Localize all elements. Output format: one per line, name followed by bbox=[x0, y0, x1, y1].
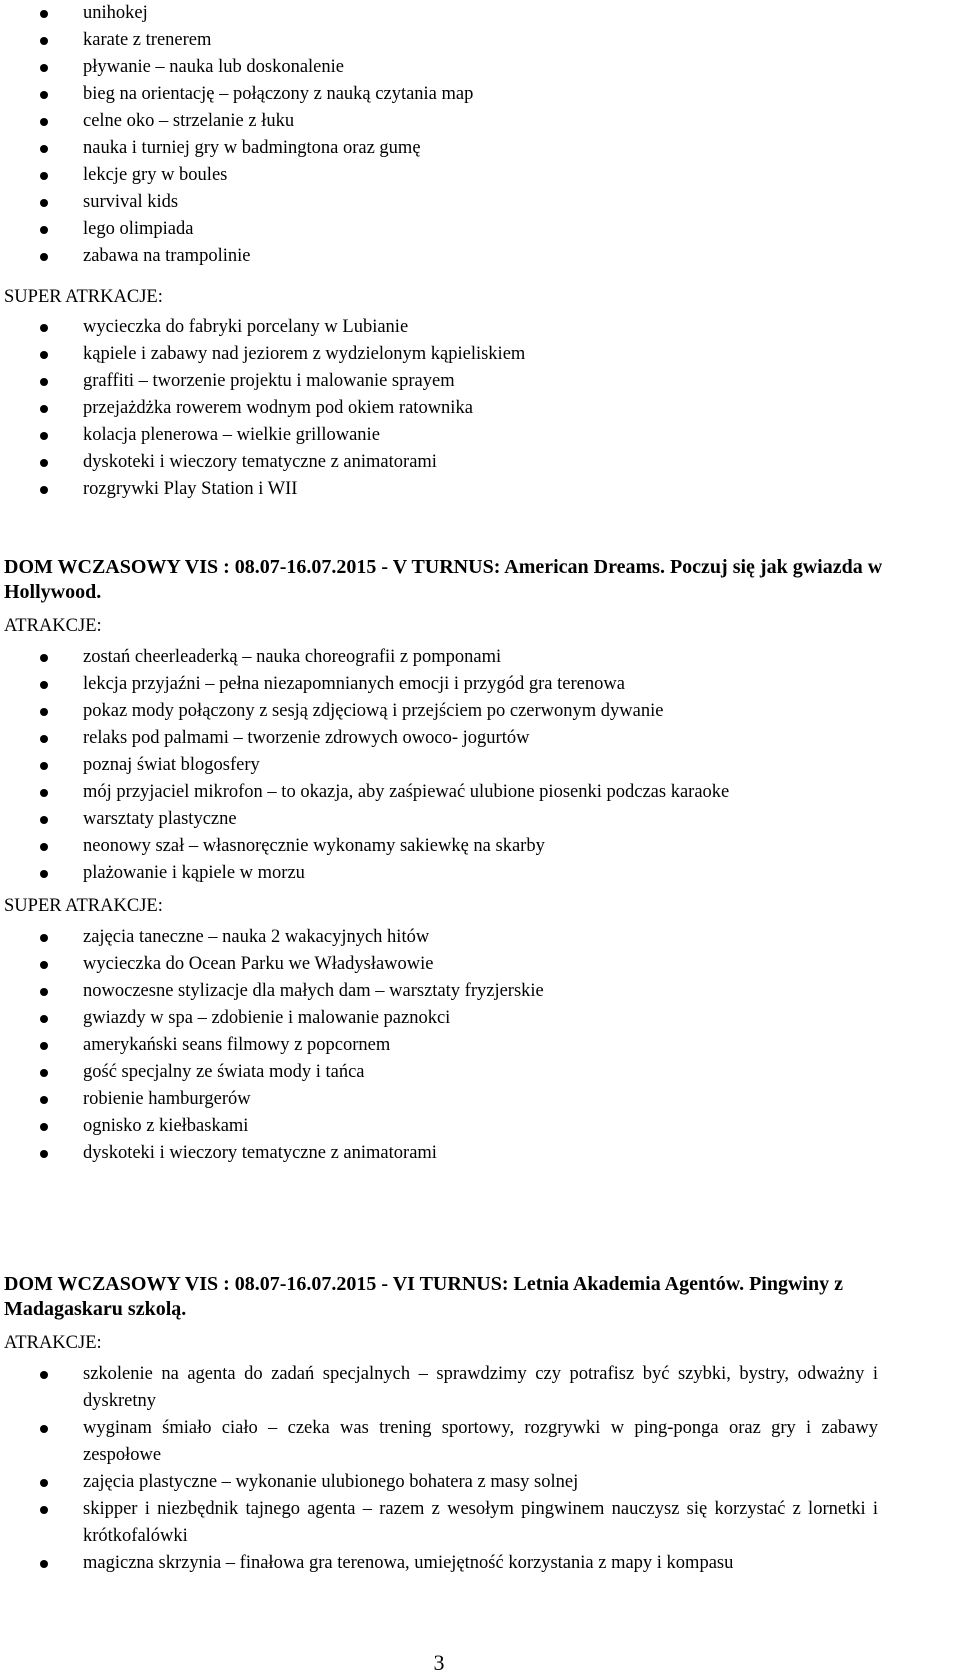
turnus-vi-title: DOM WCZASOWY VIS : 08.07-16.07.2015 - VI TURNUS: Letnia Akademia Agentów. Pingwiny z Madagaskaru szkolą. bbox=[4, 1273, 843, 1320]
turnus-v-block bbox=[0, 555, 960, 1167]
list-item bbox=[0, 27, 960, 54]
list-item bbox=[0, 135, 960, 162]
super-attractions-list bbox=[0, 314, 960, 503]
list-item-text: kolacja plenerowa – wielkie grillowanie bbox=[83, 425, 380, 445]
bullet-icon bbox=[40, 1123, 48, 1131]
list-item-text: wycieczka do Ocean Parku we Władysławowie bbox=[83, 954, 434, 974]
bullet-icon bbox=[40, 762, 48, 770]
bullet-icon bbox=[40, 145, 48, 153]
page-number: 3 bbox=[433, 1650, 445, 1675]
list-item bbox=[0, 1469, 878, 1496]
bullet-icon bbox=[40, 1150, 48, 1158]
list-item-text: plażowanie i kąpiele w morzu bbox=[83, 863, 305, 883]
list-item bbox=[0, 1086, 960, 1113]
list-item-text: neonowy szał – własnoręcznie wykonamy sakiewkę na skarby bbox=[83, 836, 545, 856]
list-item bbox=[0, 1113, 960, 1140]
list-item bbox=[0, 1032, 960, 1059]
list-item-text: lekcje gry w boules bbox=[83, 165, 228, 185]
list-item bbox=[0, 243, 960, 270]
bullet-icon bbox=[40, 681, 48, 689]
list-item bbox=[0, 779, 960, 806]
bullet-icon bbox=[40, 708, 48, 716]
list-item bbox=[0, 189, 960, 216]
list-item bbox=[0, 422, 960, 449]
list-item bbox=[0, 81, 960, 108]
bullet-icon bbox=[40, 735, 48, 743]
list-item-text: warsztaty plastyczne bbox=[83, 809, 237, 829]
list-item-text: pływanie – nauka lub doskonalenie bbox=[83, 57, 344, 77]
list-item bbox=[0, 644, 960, 671]
list-item bbox=[0, 1550, 878, 1577]
list-item bbox=[0, 368, 960, 395]
list-item bbox=[0, 752, 960, 779]
turnus-v-title: DOM WCZASOWY VIS : 08.07-16.07.2015 - V TURNUS: American Dreams. Poczuj się jak gwiazda w Hollywood. bbox=[4, 556, 883, 603]
list-item-text: robienie hamburgerów bbox=[83, 1089, 251, 1109]
list-item bbox=[0, 1005, 960, 1032]
list-item-text: ognisko z kiełbaskami bbox=[83, 1116, 249, 1136]
bullet-icon bbox=[40, 10, 48, 18]
bullet-icon bbox=[40, 405, 48, 413]
list-item bbox=[0, 1415, 878, 1469]
list-item-text: dyskoteki i wieczory tematyczne z animatorami bbox=[83, 452, 437, 472]
list-item bbox=[0, 216, 960, 243]
list-item bbox=[0, 806, 960, 833]
list-item bbox=[0, 951, 960, 978]
bullet-icon bbox=[40, 816, 48, 824]
list-item bbox=[0, 449, 960, 476]
bullet-icon bbox=[40, 1560, 48, 1568]
list-item bbox=[0, 671, 960, 698]
bullet-icon bbox=[40, 1042, 48, 1050]
list-item-text: skipper i niezbędnik tajnego agenta – razem z wesołym pingwinem nauczysz się korzystać z lornetki i krótkofalówki bbox=[83, 1499, 878, 1546]
bullet-icon bbox=[40, 459, 48, 467]
bullet-icon bbox=[40, 1069, 48, 1077]
bullet-icon bbox=[40, 486, 48, 494]
list-item-text: szkolenie na agenta do zadań specjalnych – sprawdzimy czy potrafisz być szybki, bystry, odważny i dyskretny bbox=[83, 1364, 878, 1411]
list-item bbox=[0, 1059, 960, 1086]
bullet-icon bbox=[40, 37, 48, 45]
list-item-text: graffiti – tworzenie projektu i malowanie sprayem bbox=[83, 371, 455, 391]
bullet-icon bbox=[40, 226, 48, 234]
list-item bbox=[0, 698, 960, 725]
list-item-text: rozgrywki Play Station i WII bbox=[83, 479, 298, 499]
bullet-icon bbox=[40, 934, 48, 942]
bullet-icon bbox=[40, 654, 48, 662]
bullet-icon bbox=[40, 1015, 48, 1023]
list-item-text: karate z trenerem bbox=[83, 30, 212, 50]
list-item-text: gwiazdy w spa – zdobienie i malowanie paznokci bbox=[83, 1008, 451, 1028]
bullet-icon bbox=[40, 1371, 48, 1379]
turnus-v-attractions-list bbox=[0, 644, 960, 887]
bullet-icon bbox=[40, 1425, 48, 1433]
bullet-icon bbox=[40, 253, 48, 261]
turnus-vi-attractions-list bbox=[0, 1361, 878, 1577]
list-item-text: magiczna skrzynia – finałowa gra terenowa, umiejętność korzystania z mapy i kompasu bbox=[83, 1553, 734, 1573]
turnus-vi-attractions-heading: ATRAKCJE: bbox=[4, 1333, 102, 1353]
turnus-vi-block bbox=[0, 1272, 960, 1577]
list-item bbox=[0, 54, 960, 81]
list-item-text: survival kids bbox=[83, 192, 179, 212]
list-item bbox=[0, 978, 960, 1005]
list-item bbox=[0, 833, 960, 860]
bullet-icon bbox=[40, 432, 48, 440]
bullet-icon bbox=[40, 843, 48, 851]
list-item-text: zabawa na trampolinie bbox=[83, 246, 251, 266]
list-item-text: relaks pod palmami – tworzenie zdrowych owoco- jogurtów bbox=[83, 728, 530, 748]
list-item-text: unihokej bbox=[83, 3, 148, 23]
list-item-text: przejażdżka rowerem wodnym pod okiem ratownika bbox=[83, 398, 473, 418]
bullet-icon bbox=[40, 118, 48, 126]
bullet-icon bbox=[40, 172, 48, 180]
list-item bbox=[0, 860, 960, 887]
list-item bbox=[0, 162, 960, 189]
turnus-v-super-attractions-list bbox=[0, 924, 960, 1167]
list-item bbox=[0, 725, 960, 752]
list-item bbox=[0, 476, 960, 503]
list-item-text: wyginam śmiało ciało – czeka was trening sportowy, rozgrywki w ping-ponga oraz gry i zabawy zespołowe bbox=[83, 1418, 878, 1465]
list-item-text: poznaj świat blogosfery bbox=[83, 755, 260, 775]
list-item bbox=[0, 0, 960, 27]
top-activities-block bbox=[0, 0, 960, 270]
list-item bbox=[0, 1361, 878, 1415]
list-item-text: zajęcia taneczne – nauka 2 wakacyjnych hitów bbox=[83, 927, 430, 947]
list-item-text: gość specjalny ze świata mody i tańca bbox=[83, 1062, 365, 1082]
list-item bbox=[0, 395, 960, 422]
list-item-text: nauka i turniej gry w badmingtona oraz gumę bbox=[83, 138, 421, 158]
bullet-icon bbox=[40, 64, 48, 72]
bullet-icon bbox=[40, 351, 48, 359]
list-item-text: mój przyjaciel mikrofon – to okazja, aby zaśpiewać ulubione piosenki podczas karaoke bbox=[83, 782, 730, 802]
list-item bbox=[0, 314, 960, 341]
bullet-icon bbox=[40, 378, 48, 386]
turnus-v-attractions-heading: ATRAKCJE: bbox=[4, 616, 102, 636]
list-item-text: lego olimpiada bbox=[83, 219, 194, 239]
list-item-text: pokaz mody połączony z sesją zdjęciową i przejściem po czerwonym dywanie bbox=[83, 701, 664, 721]
bullet-icon bbox=[40, 789, 48, 797]
list-item-text: amerykański seans filmowy z popcornem bbox=[83, 1035, 391, 1055]
list-item-text: dyskoteki i wieczory tematyczne z animatorami bbox=[83, 1143, 437, 1163]
turnus-v-super-attractions-heading: SUPER ATRAKCJE: bbox=[4, 896, 163, 916]
list-item-text: lekcja przyjaźni – pełna niezapomnianych emocji i przygód gra terenowa bbox=[83, 674, 625, 694]
list-item bbox=[0, 108, 960, 135]
list-item-text: bieg na orientację – połączony z nauką czytania map bbox=[83, 84, 474, 104]
bullet-icon bbox=[40, 324, 48, 332]
list-item-text: kąpiele i zabawy nad jeziorem z wydzielonym kąpieliskiem bbox=[83, 344, 526, 364]
bullet-icon bbox=[40, 870, 48, 878]
list-item bbox=[0, 1140, 960, 1167]
list-item bbox=[0, 924, 960, 951]
list-item bbox=[0, 341, 960, 368]
super-attractions-block-1 bbox=[0, 284, 960, 503]
list-item-text: zostań cheerleaderką – nauka choreografii z pomponami bbox=[83, 647, 502, 667]
bullet-icon bbox=[40, 1096, 48, 1104]
bullet-icon bbox=[40, 1479, 48, 1487]
bullet-icon bbox=[40, 199, 48, 207]
top-activities-list bbox=[0, 0, 960, 270]
list-item-text: wycieczka do fabryki porcelany w Lubianie bbox=[83, 317, 409, 337]
list-item-text: nowoczesne stylizacje dla małych dam – warsztaty fryzjerskie bbox=[83, 981, 544, 1001]
super-attractions-heading: SUPER ATRKACJE: bbox=[4, 287, 163, 307]
list-item bbox=[0, 1496, 878, 1550]
bullet-icon bbox=[40, 1506, 48, 1514]
bullet-icon bbox=[40, 91, 48, 99]
list-item-text: celne oko – strzelanie z łuku bbox=[83, 111, 295, 131]
bullet-icon bbox=[40, 961, 48, 969]
list-item-text: zajęcia plastyczne – wykonanie ulubionego bohatera z masy solnej bbox=[83, 1472, 579, 1492]
bullet-icon bbox=[40, 988, 48, 996]
